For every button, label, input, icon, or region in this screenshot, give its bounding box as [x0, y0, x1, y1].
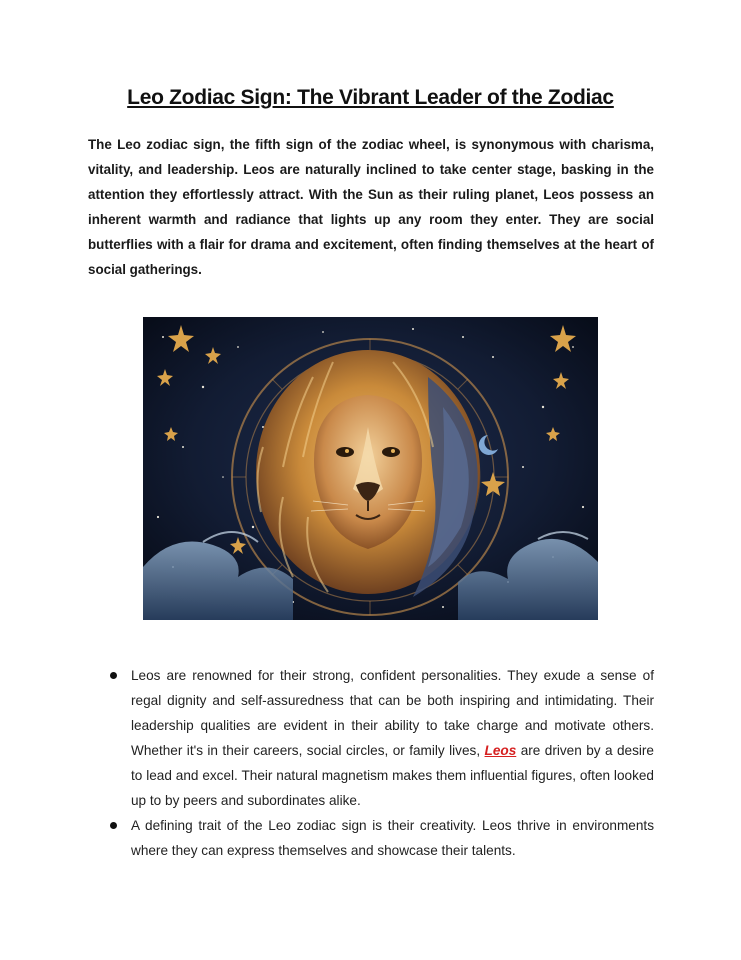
page-title: Leo Zodiac Sign: The Vibrant Leader of the Zodiac	[127, 86, 614, 109]
intro-paragraph: The Leo zodiac sign, the fifth sign of the zodiac wheel, is synonymous with charisma, vitality, and leadership. Leos are naturally inclined to take center stage, basking in the attention they effortlessly attract. With the Sun as their ruling planet, Leos possess an inherent warmth and radiance that lights up any room they enter. They are social butterflies with a flair for drama and excitement, often finding themselves at the heart of social gatherings.	[88, 137, 654, 277]
bullet-text: are driven by a desire to lead and excel. Their natural magnetism makes them influential figures, often looked up to by peers and subordinates alike.	[131, 743, 654, 808]
bullet-icon	[110, 672, 117, 679]
bullet-list	[110, 663, 654, 863]
leo-illustration	[143, 317, 598, 620]
bullet-icon	[110, 822, 117, 829]
list-item	[110, 813, 654, 863]
leos-link[interactable]: Leos	[484, 743, 517, 758]
bullet-text: A defining trait of the Leo zodiac sign is their creativity. Leos thrive in environments where they can express themselves and showcase their talents.	[131, 818, 654, 858]
list-item	[110, 663, 654, 813]
bullet-text: Leos are renowned for their strong, confident personalities. They exude a sense of regal dignity and self-assuredness that can be both inspiring and intimidating. Their leadership qualities are evident in their ability to take charge and motivate others. Whether it's in their careers, social circles, or family lives,	[131, 668, 654, 758]
lion-artwork-image	[143, 317, 598, 620]
